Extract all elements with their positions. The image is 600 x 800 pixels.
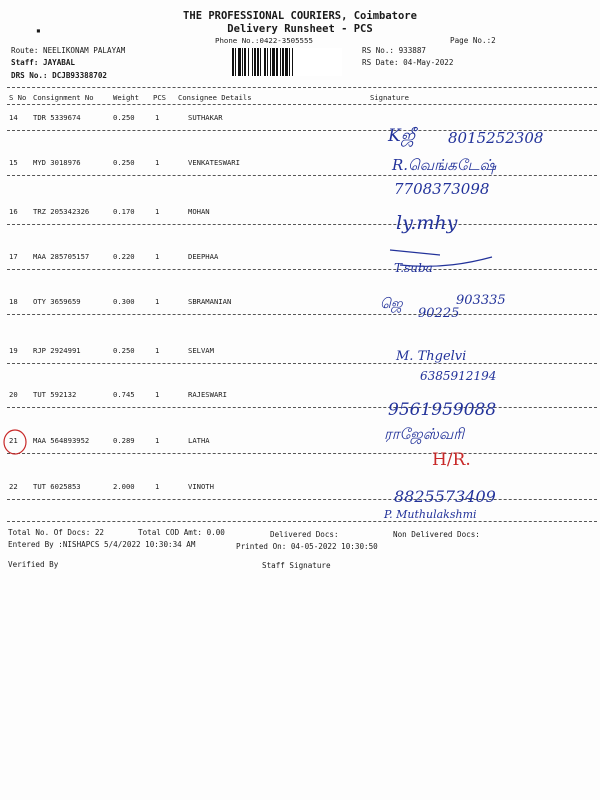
row-sno: 21: [9, 436, 18, 445]
col-header-sno: S No: [9, 93, 27, 102]
row-weight: 0.250: [113, 346, 135, 355]
row-consignment-no: TUT 592132: [33, 390, 77, 399]
row-sno: 20: [9, 390, 18, 399]
row-weight: 2.000: [113, 482, 135, 491]
row-sno: 18: [9, 297, 18, 306]
row-consignment-no: TUT 6025853: [33, 482, 81, 491]
row-pcs: 1: [155, 390, 160, 399]
row-sno: 16: [9, 207, 18, 216]
row-weight: 0.300: [113, 297, 135, 306]
route-label: Route: NEELIKONAM PALAYAM: [11, 46, 126, 55]
row-consignee: MOHAN: [188, 207, 210, 216]
col-header-consignment: Consignment No: [33, 93, 94, 102]
handwritten-signature: ராஜேஸ்வரி: [384, 425, 465, 443]
handwritten-signature: M. Thgelvi: [396, 349, 467, 364]
row-sno: 17: [9, 252, 18, 261]
row-divider: [7, 224, 597, 225]
row-consignee: VENKATESWARI: [188, 158, 240, 167]
row-sno: 15: [9, 158, 18, 167]
handwritten-red-note: H/R.: [432, 450, 471, 470]
handwritten-number: 903335: [456, 293, 506, 308]
row-weight: 0.289: [113, 436, 135, 445]
table-bottom-divider: [7, 521, 597, 522]
handwritten-phone: 6385912194: [420, 369, 497, 383]
row-sno: 14: [9, 113, 18, 122]
row-divider: [7, 453, 597, 454]
page-number: Page No.:2: [450, 36, 496, 45]
document-subtitle: Delivery Runsheet - PCS: [227, 23, 373, 35]
handwritten-signature: P. Muthulakshmi: [384, 508, 477, 521]
barcode: [230, 48, 342, 76]
row-consignee: DEEPHAA: [188, 252, 219, 261]
printed-on: Printed On: 04-05-2022 10:30:50: [236, 542, 378, 551]
row-pcs: 1: [155, 207, 160, 216]
row-divider: [7, 314, 597, 315]
row-weight: 0.745: [113, 390, 135, 399]
row-consignee: SELVAM: [188, 346, 214, 355]
rs-number: RS No.: 933887: [362, 46, 427, 55]
row-21-circle-mark: [2, 428, 30, 456]
row-consignee: SBRAMANIAN: [188, 297, 232, 306]
rs-date: RS Date: 04-May-2022: [362, 58, 454, 67]
row-pcs: 1: [155, 158, 160, 167]
row-divider: [7, 363, 597, 364]
row-consignee: SUTHAKAR: [188, 113, 223, 122]
row-consignment-no: TRZ 205342326: [33, 207, 90, 216]
staff-signature: Staff Signature: [262, 561, 331, 570]
handwritten-phone: 7708373098: [394, 180, 490, 198]
non-delivered-docs: Non Delivered Docs:: [393, 530, 480, 539]
handwritten-phone: 9561959088: [388, 400, 497, 420]
delivered-docs: Delivered Docs:: [270, 530, 339, 539]
row-consignment-no: RJP 2924991: [33, 346, 81, 355]
handwritten-phone: 8825573409: [394, 487, 496, 506]
row-pcs: 1: [155, 482, 160, 491]
handwritten-signature: Kஜீ: [388, 126, 415, 146]
row-consignee: VINOTH: [188, 482, 214, 491]
col-header-weight: Weight: [113, 93, 139, 102]
col-header-signature: Signature: [370, 93, 409, 102]
row-pcs: 1: [155, 252, 160, 261]
row-consignee: RAJESWARI: [188, 390, 227, 399]
staff-label: Staff: JAYABAL: [11, 58, 76, 67]
verified-by: Verified By: [8, 560, 59, 569]
col-header-pcs: PCS: [153, 93, 166, 102]
drs-number: DRS No.: DCJB93388702: [11, 71, 108, 80]
row-weight: 0.250: [113, 113, 135, 122]
row-divider: [7, 269, 597, 270]
row-consignee: LATHA: [188, 436, 210, 445]
handwritten-signature: R.வெங்கடேஷ்: [392, 156, 497, 174]
row-consignment-no: MYD 3018976: [33, 158, 81, 167]
row-pcs: 1: [155, 297, 160, 306]
entered-by: Entered By :NISHAPCS 5/4/2022 10:30:34 AM: [8, 540, 196, 549]
document-title: THE PROFESSIONAL COURIERS, Coimbatore: [183, 10, 417, 22]
total-docs: Total No. Of Docs: 22: [8, 528, 105, 537]
row-sno: 19: [9, 346, 18, 355]
row-pcs: 1: [155, 436, 160, 445]
row-divider: [7, 499, 597, 500]
row-divider: [7, 407, 597, 408]
row-consignment-no: TDR 5339674: [33, 113, 81, 122]
handwritten-number: 90225: [418, 306, 460, 321]
phone-number: Phone No.:0422-3505555: [215, 36, 313, 45]
handwritten-signature: T.suba: [394, 261, 433, 275]
row-weight: 0.220: [113, 252, 135, 261]
scan-mark: ▪: [36, 26, 41, 35]
handwritten-signature: ஜெ: [380, 296, 403, 312]
handwritten-phone: 8015252308: [448, 129, 544, 147]
row-pcs: 1: [155, 346, 160, 355]
total-cod: Total COD Amt: 0.00: [138, 528, 225, 537]
row-weight: 0.250: [113, 158, 135, 167]
row-divider: [7, 175, 597, 176]
row-consignment-no: MAA 285705157: [33, 252, 90, 261]
handwritten-signature: ly.mhy: [396, 212, 458, 234]
col-header-consignee: Consignee Details: [178, 93, 252, 102]
row-consignment-no: MAA 564893952: [33, 436, 90, 445]
row-consignment-no: OTY 3659659: [33, 297, 81, 306]
row-sno: 22: [9, 482, 18, 491]
underline-mark: [380, 235, 500, 275]
row-weight: 0.170: [113, 207, 135, 216]
row-pcs: 1: [155, 113, 160, 122]
